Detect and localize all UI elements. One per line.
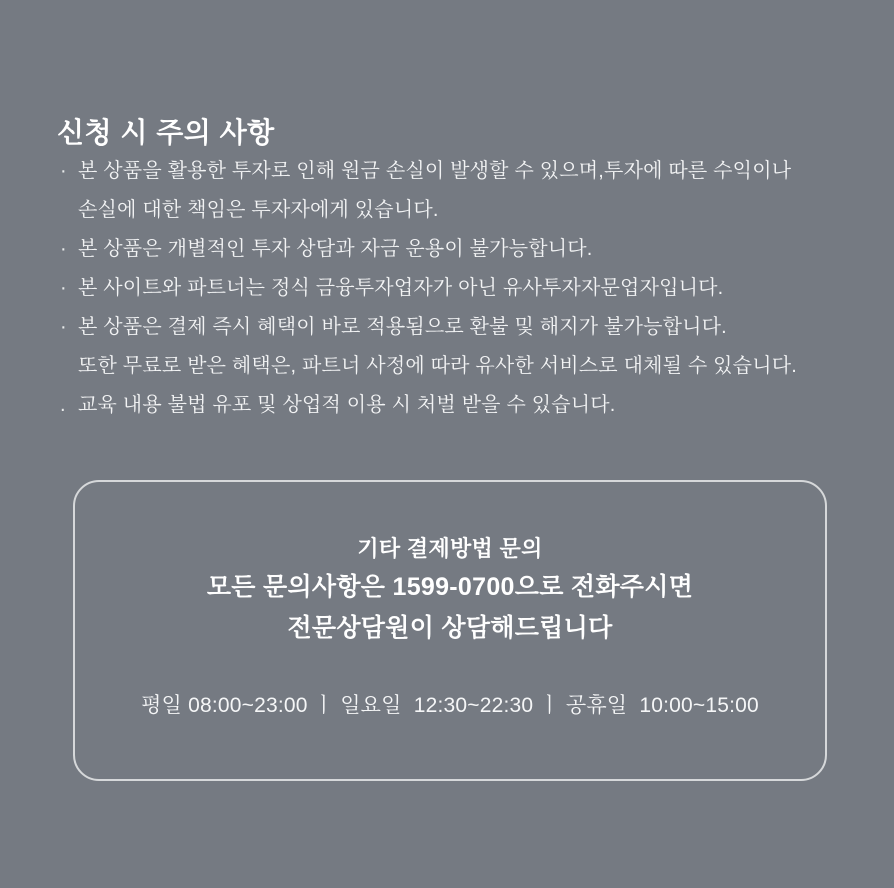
notice-item-investment-risk (57, 152, 864, 230)
notice-item-no-individual-consulting (57, 230, 864, 269)
bullet-dot: · (60, 238, 67, 260)
notice-line: 손실에 대한 책임은 투자자에게 있습니다. (78, 199, 439, 221)
bullet-dot: · (60, 160, 67, 182)
notice-item-illegal-distribution (57, 386, 864, 425)
contact-phone-line: 모든 문의사항은 1599-0700으로 전화주시면 (206, 573, 694, 601)
bullet-dot: · (60, 316, 67, 338)
notice-item-text (78, 230, 593, 269)
notice-item-text (78, 386, 616, 425)
notice-item-text (78, 269, 723, 308)
bullet-dot: . (60, 394, 66, 416)
notice-list (57, 152, 864, 425)
contact-info-content (75, 482, 825, 719)
contact-hours: 평일 08:00~23:00 ㅣ 일요일 12:30~22:30 ㅣ 공휴일 10:00~15:00 (141, 694, 759, 717)
notice-item-text (78, 308, 797, 386)
contact-agent-line: 전문상담원이 상담해드립니다 (287, 614, 613, 642)
page-title: 신청 시 주의 사항 (57, 117, 275, 149)
notice-line: 본 상품은 개별적인 투자 상담과 자금 운용이 불가능합니다. (78, 238, 593, 260)
contact-box-title: 기타 결제방법 문의 (357, 536, 543, 561)
notice-item-text (78, 152, 791, 230)
contact-info-box (73, 480, 827, 781)
notice-line: 본 상품은 결제 즉시 혜택이 바로 적용됨으로 환불 및 해지가 불가능합니다. (78, 316, 727, 338)
notice-line: 본 상품을 활용한 투자로 인해 원금 손실이 발생할 수 있으며,투자에 따른 수익이나 (78, 160, 792, 182)
notice-line: 또한 무료로 받은 혜택은, 파트너 사정에 따라 유사한 서비스로 대체될 수 있습니다. (78, 355, 797, 377)
notice-line: 교육 내용 불법 유포 및 상업적 이용 시 처벌 받을 수 있습니다. (78, 394, 616, 416)
notice-item-no-refund (57, 308, 864, 386)
notice-item-advisory-disclaimer (57, 269, 864, 308)
bullet-dot: · (60, 277, 67, 299)
notice-line: 본 사이트와 파트너는 정식 금융투자업자가 아닌 유사투자자문업자입니다. (78, 277, 724, 299)
